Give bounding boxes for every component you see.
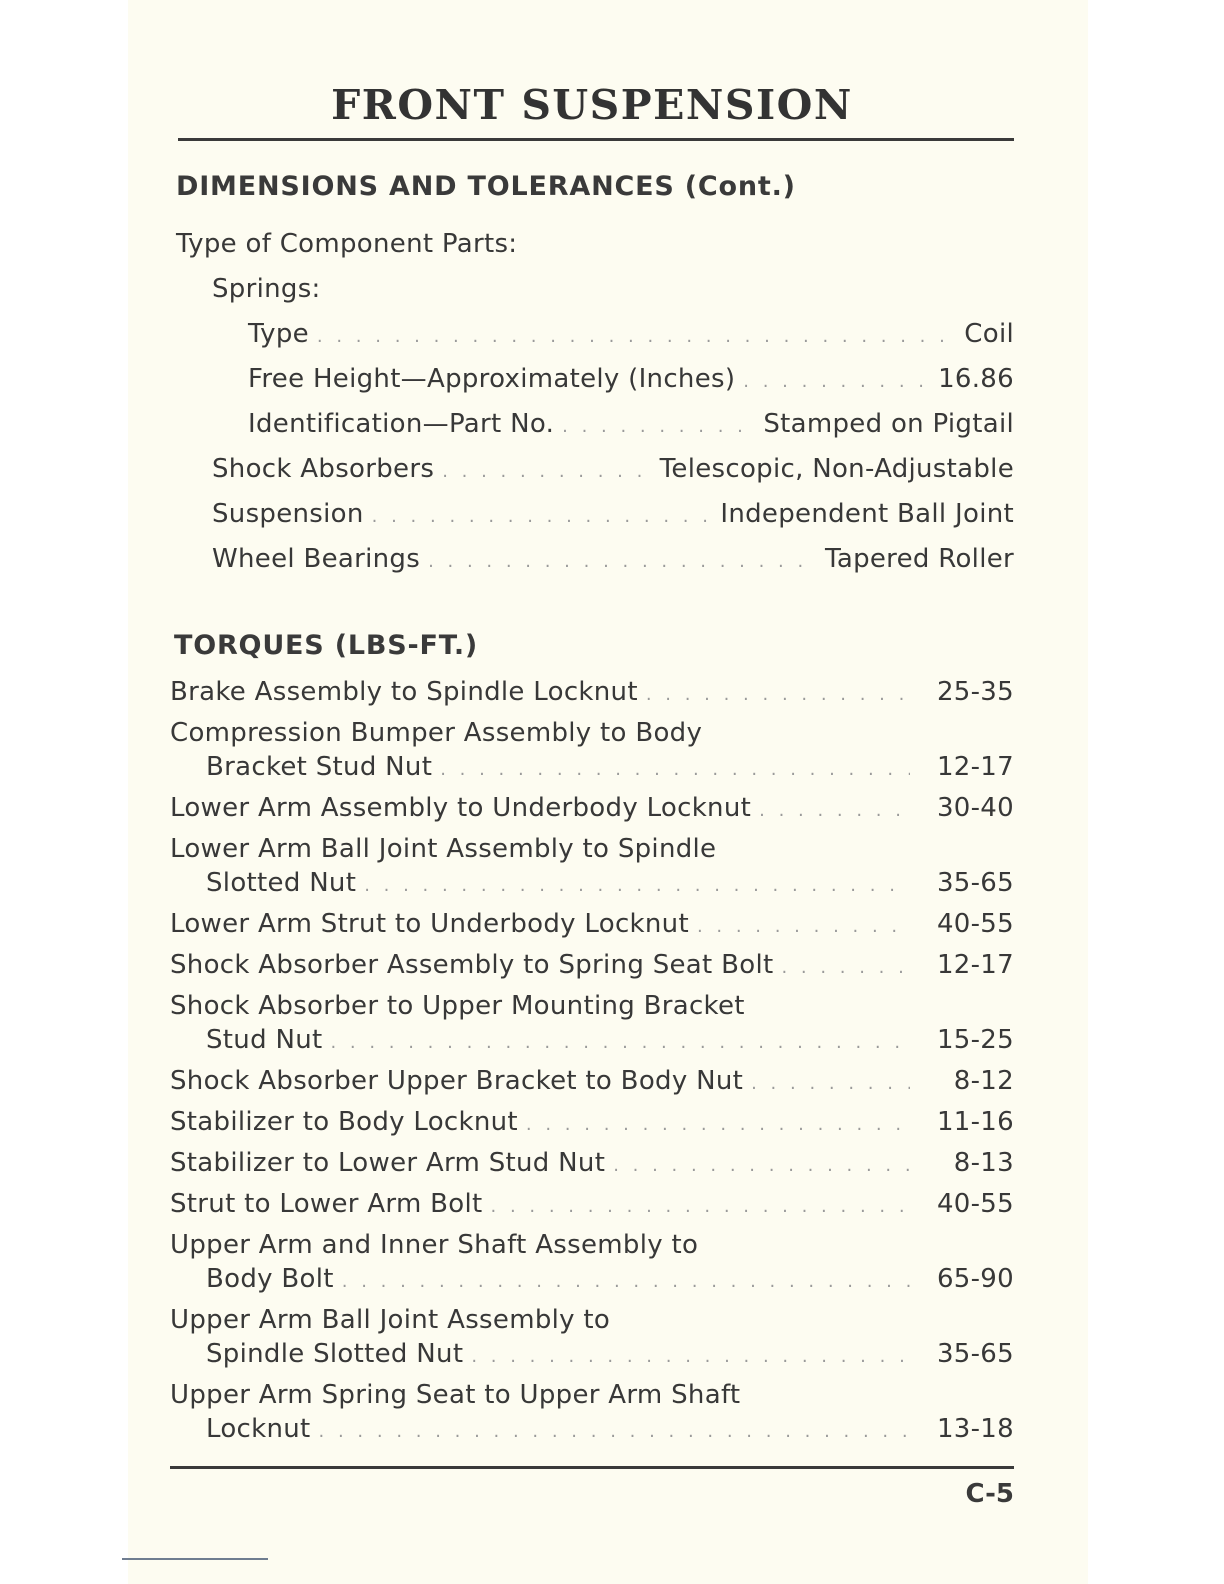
spec-value: 30-40 <box>936 793 1014 823</box>
spec-label: Spindle Slotted Nut <box>206 1339 464 1369</box>
leader-dots <box>526 1108 910 1142</box>
leader-dots <box>440 753 910 787</box>
spec-value: Independent Ball Joint <box>720 499 1014 529</box>
spec-label: Wheel Bearings <box>212 544 421 574</box>
spec-row <box>170 1412 1014 1446</box>
springs-list <box>176 312 1014 447</box>
spec-row <box>176 312 1014 357</box>
torque-entry <box>170 1146 1014 1180</box>
spec-value: 40-55 <box>936 909 1014 939</box>
spec-value: 35-65 <box>936 1339 1014 1369</box>
spec-value: 40-55 <box>936 1189 1014 1219</box>
spec-label: Shock Absorbers <box>212 454 435 484</box>
leader-dots <box>646 678 910 712</box>
spec-label: Locknut <box>206 1414 311 1444</box>
spec-row <box>170 1337 1014 1371</box>
torque-entry <box>170 1064 1014 1098</box>
page-number: C-5 <box>965 1479 1014 1509</box>
spec-row <box>170 1146 1014 1180</box>
spec-label: Shock Absorber Upper Bracket to Body Nut <box>170 1066 744 1096</box>
torque-entry <box>170 1303 1014 1371</box>
torque-label-line1: Shock Absorber to Upper Mounting Bracket <box>170 991 745 1021</box>
torque-list <box>170 675 1014 1446</box>
leader-dots <box>751 1067 910 1101</box>
leader-dots <box>781 951 910 985</box>
torque-entry <box>170 1228 1014 1296</box>
spec-row <box>170 1105 1014 1139</box>
spec-value: 13-18 <box>936 1414 1014 1444</box>
torque-entry <box>170 1105 1014 1139</box>
spec-label: Body Bolt <box>206 1264 334 1294</box>
component-items-list <box>176 447 1014 582</box>
spec-value: 8-12 <box>953 1066 1014 1096</box>
spec-label: Stabilizer to Body Locknut <box>170 1107 518 1137</box>
torque-label-line1: Upper Arm Ball Joint Assembly to <box>170 1305 611 1335</box>
torque-entry <box>170 907 1014 941</box>
torque-entry <box>170 675 1014 709</box>
spec-label: Slotted Nut <box>206 868 357 898</box>
spec-value: 15-25 <box>936 1025 1014 1055</box>
torque-entry <box>170 1378 1014 1446</box>
spec-label: Stabilizer to Lower Arm Stud Nut <box>170 1148 606 1178</box>
leader-dots <box>471 1340 910 1374</box>
page-title: FRONT SUSPENSION <box>331 81 853 129</box>
leader-dots <box>364 869 910 903</box>
spec-row <box>176 447 1014 492</box>
leader-dots <box>372 494 713 539</box>
spec-row <box>170 1187 1014 1221</box>
spec-row <box>170 907 1014 941</box>
leader-dots <box>562 404 755 449</box>
spec-label: Lower Arm Assembly to Underbody Locknut <box>170 793 752 823</box>
leader-dots <box>317 314 956 359</box>
leader-dots <box>491 1190 910 1224</box>
spec-label: Shock Absorber Assembly to Spring Seat Bolt <box>170 950 774 980</box>
footer-rule <box>170 1466 1014 1469</box>
spec-value: 8-13 <box>953 1148 1014 1178</box>
spec-value: 11-16 <box>936 1107 1014 1137</box>
torque-entry <box>170 832 1014 900</box>
spec-row <box>176 402 1014 447</box>
leader-dots <box>319 1415 910 1449</box>
torque-entry <box>170 791 1014 825</box>
dimensions-list <box>176 222 1014 582</box>
spec-value: Tapered Roller <box>824 544 1014 574</box>
spec-label: Strut to Lower Arm Bolt <box>170 1189 483 1219</box>
leader-dots <box>613 1149 910 1183</box>
torque-entry <box>170 989 1014 1057</box>
spec-value: 25-35 <box>936 677 1014 707</box>
torque-label-line1: Upper Arm and Inner Shaft Assembly to <box>170 1230 699 1260</box>
leader-dots <box>743 359 930 404</box>
torque-entry <box>170 948 1014 982</box>
spec-label: Lower Arm Strut to Underbody Locknut <box>170 909 689 939</box>
title-rule <box>178 138 1014 141</box>
spec-row <box>176 537 1014 582</box>
spec-row <box>170 1262 1014 1296</box>
spec-row <box>176 357 1014 402</box>
spec-value: Stamped on Pigtail <box>763 409 1014 439</box>
torque-label-line1: Compression Bumper Assembly to Body <box>170 718 703 748</box>
spec-row <box>170 791 1014 825</box>
spec-value: 35-65 <box>936 868 1014 898</box>
dimensions-heading: DIMENSIONS AND TOLERANCES (Cont.) <box>176 171 796 202</box>
spec-label: Suspension <box>212 499 364 529</box>
spec-label: Free Height—Approximately (Inches) <box>248 364 736 394</box>
springs-label: Springs: <box>212 274 321 304</box>
spec-row <box>170 1023 1014 1057</box>
leader-dots <box>330 1026 910 1060</box>
page-content <box>170 80 1014 1509</box>
spec-row <box>170 675 1014 709</box>
leader-dots <box>342 1265 910 1299</box>
spec-value: Telescopic, Non-Adjustable <box>659 454 1014 484</box>
torques-heading: TORQUES (LBS-FT.) <box>174 630 479 661</box>
spec-label: Bracket Stud Nut <box>206 752 433 782</box>
spec-value: 65-90 <box>936 1264 1014 1294</box>
leader-dots <box>442 449 651 494</box>
torque-label-line1: Lower Arm Ball Joint Assembly to Spindle <box>170 834 717 864</box>
spec-row <box>176 492 1014 537</box>
spec-value: 12-17 <box>936 950 1014 980</box>
leader-dots <box>697 910 910 944</box>
spec-label: Brake Assembly to Spindle Locknut <box>170 677 638 707</box>
spec-row <box>170 866 1014 900</box>
spec-value: 16.86 <box>938 364 1014 394</box>
spec-label: Identification—Part No. <box>248 409 555 439</box>
spec-label: Stud Nut <box>206 1025 323 1055</box>
scan-edge-line <box>122 1558 268 1560</box>
spec-label: Type <box>248 319 309 349</box>
leader-dots <box>759 794 910 828</box>
leader-dots <box>428 539 817 584</box>
spec-row <box>170 750 1014 784</box>
spec-row <box>170 948 1014 982</box>
torque-label-line1: Upper Arm Spring Seat to Upper Arm Shaft <box>170 1380 741 1410</box>
spec-value: Coil <box>964 319 1014 349</box>
spec-value: 12-17 <box>936 752 1014 782</box>
torque-entry <box>170 716 1014 784</box>
spec-row <box>170 1064 1014 1098</box>
component-parts-label: Type of Component Parts: <box>176 229 518 259</box>
torque-entry <box>170 1187 1014 1221</box>
